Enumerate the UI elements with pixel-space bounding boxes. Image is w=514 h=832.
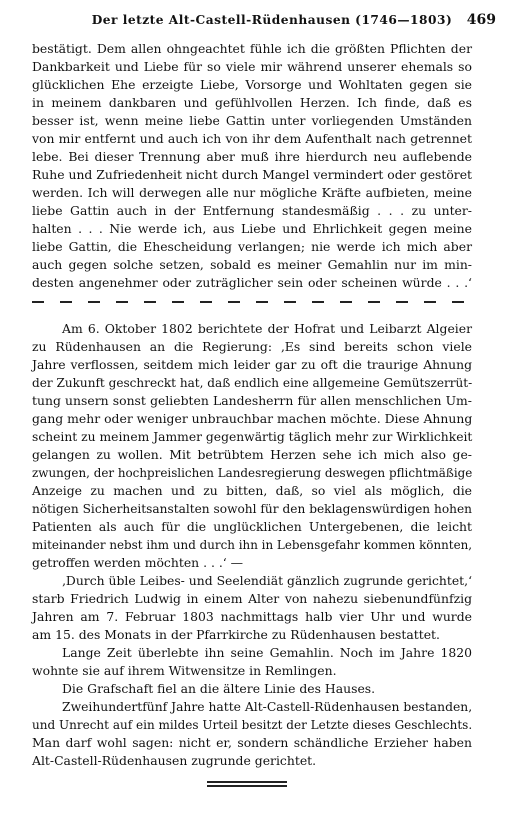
text-line: Ruhe und Zufriedenheit nicht durch Mangel vermindert oder gestöret: [32, 168, 472, 182]
text-line: zu Rüdenhausen an die Regierung: ‚Es sind bereits schon viele: [32, 339, 472, 354]
text-line: gelangen zu wollen. Mit betrübtem Herzen sehe ich mich also ge-: [32, 447, 472, 462]
text-line: von mir entfernt und auch ich von ihr dem Aufenthalt nach getrennet: [32, 131, 472, 146]
text-line: ‚Durch üble Leibes- und Seelendiät gänzlich zugrunde gerichtet,‘: [62, 574, 472, 588]
text-line: Man darf wohl sagen: nicht er, sondern schändliche Erzieher haben: [32, 735, 472, 750]
text-line: werden. Ich will derwegen alle nur mögliche Kräfte aufbieten, meine: [32, 185, 472, 200]
text-line: scheint zu meinem Jammer gegenwärtig täglich mehr zur Wirklichkeit: [32, 430, 473, 444]
text-line: starb Friedrich Ludwig in einem Alter von nahezu siebenundfünfzig: [32, 591, 472, 606]
text-line: Die Grafschaft fiel an die ältere Linie des Hauses.: [62, 681, 376, 696]
text-line: Jahren am 7. Februar 1803 nachmittags halb vier Uhr und wurde: [32, 609, 472, 624]
text-line: Anzeige zu machen und zu bitten, daß, so viel als möglich, die: [32, 483, 472, 498]
text-line: liebe Gattin auch in der Entfernung standesmäßig . . . zu unter-: [32, 203, 472, 218]
page-header: [32, 12, 508, 32]
text-line: glücklichen Ehe erzeigte Liebe, Vorsorge und Wohltaten gegen sie: [32, 77, 472, 92]
text-line: in meinem dankbaren und gefühlvollen Herzen. Ich finde, daß es: [32, 95, 472, 110]
text-line: auch gegen solche setzen, sobald es meiner Gemahlin nur im min-: [32, 257, 472, 272]
text-line: lebe. Bei dieser Trennung aber muß ihre hierdurch neu auflebende: [32, 149, 472, 164]
text-line: Dankbarkeit und Liebe für so viele mir während unserer ehemals so: [32, 59, 472, 74]
text-line: Lange Zeit überlebte ihn seine Gemahlin. Noch im Jahre 1820: [62, 645, 472, 660]
text-line: Jahre verflossen, seitdem mich leider gar zu oft die traurige Ahnung: [32, 357, 472, 372]
text-line: bestätigt. Dem allen ohngeachtet fühle ich die größten Pflichten der: [32, 41, 472, 56]
running-head: Der letzte Alt-Castell-Rüdenhausen (1746—1803): [91, 13, 453, 27]
text-line: tung unsern sonst geliebten Landesherrn für allen menschlichen Um-: [32, 393, 472, 408]
text-line: gang mehr oder weniger unbrauchbar machen möchte. Diese Ahnung: [32, 411, 473, 426]
text-line: desten angenehmer oder zuträglicher sein oder scheinen würde . . .‘: [32, 275, 472, 290]
body-text: [32, 40, 472, 770]
text-line: halten . . . Nie werde ich, aus Liebe und Ehrlichkeit gegen meine: [32, 221, 472, 236]
text-line: liebe Gattin, die Ehescheidung verlangen; nie werde ich mich aber: [32, 239, 472, 254]
text-line: zwungen, der hochpreislichen Landesregierung deswegen pflichtmäßige: [32, 466, 473, 480]
text-line: am 15. des Monats in der Pfarrkirche zu Rüdenhausen bestattet.: [32, 627, 440, 642]
text-line: und Unrecht auf ein mildes Urteil besitzt der Letzte dieses Geschlechts.: [32, 718, 473, 732]
text-line: Zweihundertfünf Jahre hatte Alt-Castell-Rüdenhausen bestanden,: [62, 700, 473, 714]
end-ornament-double-rule: [207, 781, 287, 787]
text-line: wohnte sie auf ihrem Witwensitze in Remlingen.: [32, 663, 337, 678]
text-line: getroffen werden möchten . . .‘ —: [32, 555, 244, 570]
text-line: Alt-Castell-Rüdenhausen zugrunde gerichtet.: [32, 753, 317, 768]
text-line: miteinander nebst ihm und durch ihn in Lebensgefahr kommen könnten,: [32, 538, 473, 552]
text-line: der Zukunft geschreckt hat, daß endlich eine allgemeine Gemütszerrüt-: [32, 376, 473, 390]
text-line: besser ist, wenn meine liebe Gattin unter vorliegenden Umständen: [32, 113, 472, 128]
page-number: 469: [466, 12, 496, 28]
text-line: Patienten als auch für die unglücklichen Untergebenen, die leicht: [32, 519, 472, 534]
dashed-separator: [32, 292, 472, 310]
text-line: Am 6. Oktober 1802 berichtete der Hofrat und Leibarzt Algeier: [62, 321, 472, 336]
text-line: nötigen Sicherheitsanstalten sowohl für den beklagenswürdigen hohen: [32, 502, 472, 516]
